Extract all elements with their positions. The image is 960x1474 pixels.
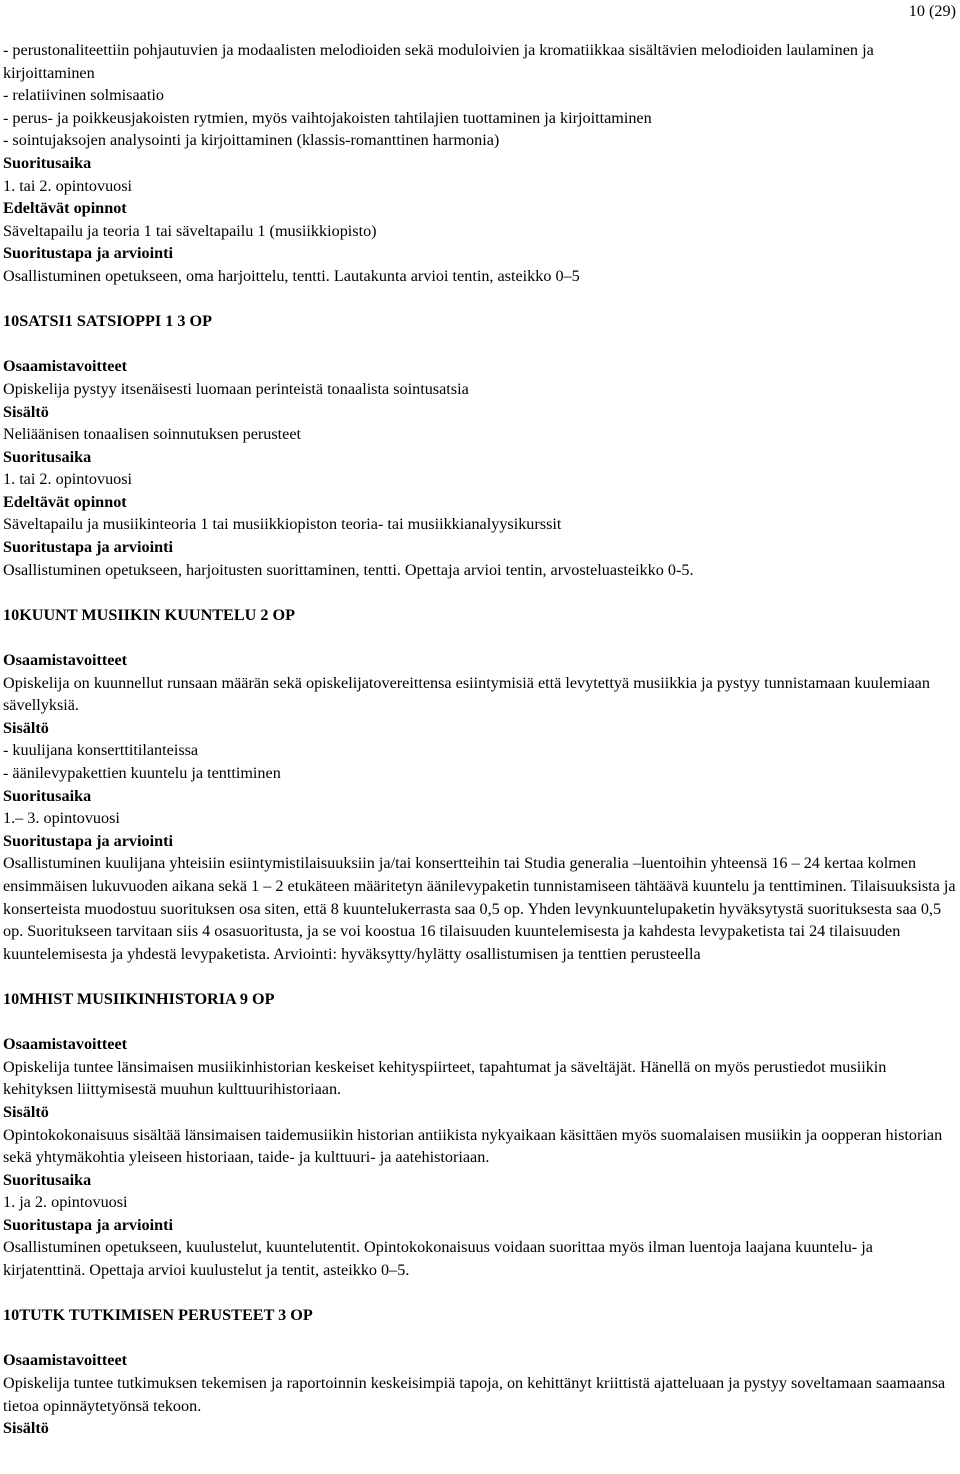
course-title: 10SATSI1 SATSIOPPI 1 3 OP: [3, 312, 212, 331]
suoritustapa-text: Osallistuminen kuulijana yhteisiin esiintymistilaisuuksiin ja/tai konsertteihin tai Studia generalia –luentoihin yhteensä 16 – 24 kertaa kolmen ensimmäisen lukuvuoden aikana sekä 1 – 2 etukäteen määritetyn äänilevypaketin tunnistamiseen tähtäävä kuuntelu ja tenttiminen. Tilaisuuksista ja konserteista muodostuu suorituksen osa siten, että 8 kuuntelukerrasta saa 0,5 op. Yhden levynkuuntelupaketin hyväksytystä suorituksesta saa 0,5 op. Suoritukseen tarvitaan siis 4 osasuoritusta, ja se voi koostua 16 tilaisuuden kuuntelemisesta ja kahdesta levypaketista tai 24 tilaisuuden kuuntelemisesta ja yhdestä levypaketista. Arviointi: hyväksytty/hylätty osallistumisen ja tenttien perusteella: [3, 854, 956, 963]
edeltavat-heading: Edeltävät opinnot: [3, 492, 127, 511]
content-line: - sointujaksojen analysointi ja kirjoittaminen (klassis-romanttinen harmonia): [3, 131, 500, 150]
sisalto-heading: Sisältö: [3, 1102, 49, 1121]
sisalto-text: Neliäänisen tonaalisen soinnutuksen perusteet: [3, 425, 302, 444]
document-body: [3, 39, 958, 1440]
suoritusaika-heading: Suoritusaika: [3, 447, 92, 466]
suoritusaika-text: 1. tai 2. opintovuosi: [3, 176, 133, 195]
osaamistavoitteet-text: Opiskelija on kuunnellut runsaan määrän sekä opiskelijatovereittensa esiintymisiä että levytettyä musiikkia ja pystyy tunnistamaan kuulemiaan sävellyksiä.: [3, 673, 930, 715]
sisalto-text: Opintokokonaisuus sisältää länsimaisen taidemusiikin historian antiikista nykyaikaan käsittäen myös suomalaisen musiikin ja oopperan historian sekä yhtymäkohtia yleiseen historiaan, taide- ja kulttuuri- ja aatehistoriaan.: [3, 1125, 943, 1167]
suoritustapa-text: Osallistuminen opetukseen, oma harjoittelu, tentti. Lautakunta arvioi tentin, asteikko 0–5: [3, 266, 580, 285]
suoritusaika-heading: Suoritusaika: [3, 153, 92, 172]
sisalto-heading: Sisältö: [3, 402, 49, 421]
course-satsi: [3, 310, 958, 581]
sisalto-line: - äänilevypakettien kuuntelu ja tenttiminen: [3, 764, 281, 782]
suoritusaika-heading: Suoritusaika: [3, 1170, 92, 1189]
sisalto-heading: Sisältö: [3, 718, 49, 737]
osaamistavoitteet-heading: Osaamistavoitteet: [3, 651, 128, 670]
osaamistavoitteet-heading: Osaamistavoitteet: [3, 1035, 128, 1054]
course-title: 10MHIST MUSIIKINHISTORIA 9 OP: [3, 989, 275, 1008]
content-line: - perus- ja poikkeusjakoisten rytmien, myös vaihtojakoisten tahtilajien tuottaminen ja kirjoittaminen: [3, 108, 652, 127]
course-tutk: [3, 1304, 958, 1440]
suoritustapa-heading: Suoritustapa ja arviointi: [3, 831, 173, 850]
course-mhist: [3, 988, 958, 1282]
page-number: 10 (29): [908, 2, 956, 20]
edeltavat-heading: Edeltävät opinnot: [3, 199, 127, 218]
osaamistavoitteet-text: Opiskelija tuntee tutkimuksen tekemisen ja raportoinnin keskeisimpiä tapoja, on kehittänyt kriittistä ajatteluaan ja pystyy soveltamaan saamaansa tietoa opinnäytetyönsä tekoon.: [3, 1374, 946, 1415]
course-kuunt: [3, 604, 958, 966]
suoritusaika-text: 1.– 3. opintovuosi: [3, 809, 120, 828]
osaamistavoitteet-text: Opiskelija tuntee länsimaisen musiikinhistorian keskeiset kehityspiirteet, tapahtumat ja säveltäjät. Hänellä on myös perustiedot musiikin kehityksen liittymisestä muuhun kulttuurihistoriaan.: [3, 1057, 887, 1099]
sisalto-line: - kuulijana konserttitilanteissa: [3, 741, 199, 760]
suoritusaika-heading: Suoritusaika: [3, 786, 92, 805]
sisalto-heading: Sisältö: [3, 1419, 49, 1438]
osaamistavoitteet-heading: Osaamistavoitteet: [3, 357, 128, 376]
course-title: 10TUTK TUTKIMISEN PERUSTEET 3 OP: [3, 1306, 313, 1325]
suoritusaika-text: 1. ja 2. opintovuosi: [3, 1193, 128, 1212]
suoritustapa-heading: Suoritustapa ja arviointi: [3, 244, 173, 263]
intro-section: [3, 39, 958, 288]
content-line: - relatiivinen solmisaatio: [3, 86, 164, 105]
suoritustapa-text: Osallistuminen opetukseen, harjoitusten suorittaminen, tentti. Opettaja arvioi tentin, arvosteluasteikko 0-5.: [3, 560, 694, 579]
content-line: - perustonaliteettiin pohjautuvien ja modaalisten melodioiden sekä moduloivien ja kromatiikkaa sisältävien melodioiden laulaminen ja kirjoittaminen: [3, 41, 874, 82]
course-title: 10KUUNT MUSIIKIN KUUNTELU 2 OP: [3, 605, 296, 624]
edeltavat-text: Säveltapailu ja musiikinteoria 1 tai musiikkiopiston teoria- tai musiikkianalyysikurssit: [3, 515, 562, 534]
edeltavat-text: Säveltapailu ja teoria 1 tai säveltapailu 1 (musiikkiopisto): [3, 221, 377, 240]
suoritusaika-text: 1. tai 2. opintovuosi: [3, 470, 133, 489]
osaamistavoitteet-text: Opiskelija pystyy itsenäisesti luomaan perinteistä tonaalista sointusatsia: [3, 379, 469, 398]
suoritustapa-text: Osallistuminen opetukseen, kuulustelut, kuuntelutentit. Opintokokonaisuus voidaan suorittaa myös ilman luentoja laajana kuuntelu- ja kirjatenttinä. Opettaja arvioi kuulustelut ja tentit, asteikko 0–5.: [3, 1238, 873, 1280]
suoritustapa-heading: Suoritustapa ja arviointi: [3, 538, 173, 557]
osaamistavoitteet-heading: Osaamistavoitteet: [3, 1351, 128, 1370]
suoritustapa-heading: Suoritustapa ja arviointi: [3, 1215, 173, 1234]
